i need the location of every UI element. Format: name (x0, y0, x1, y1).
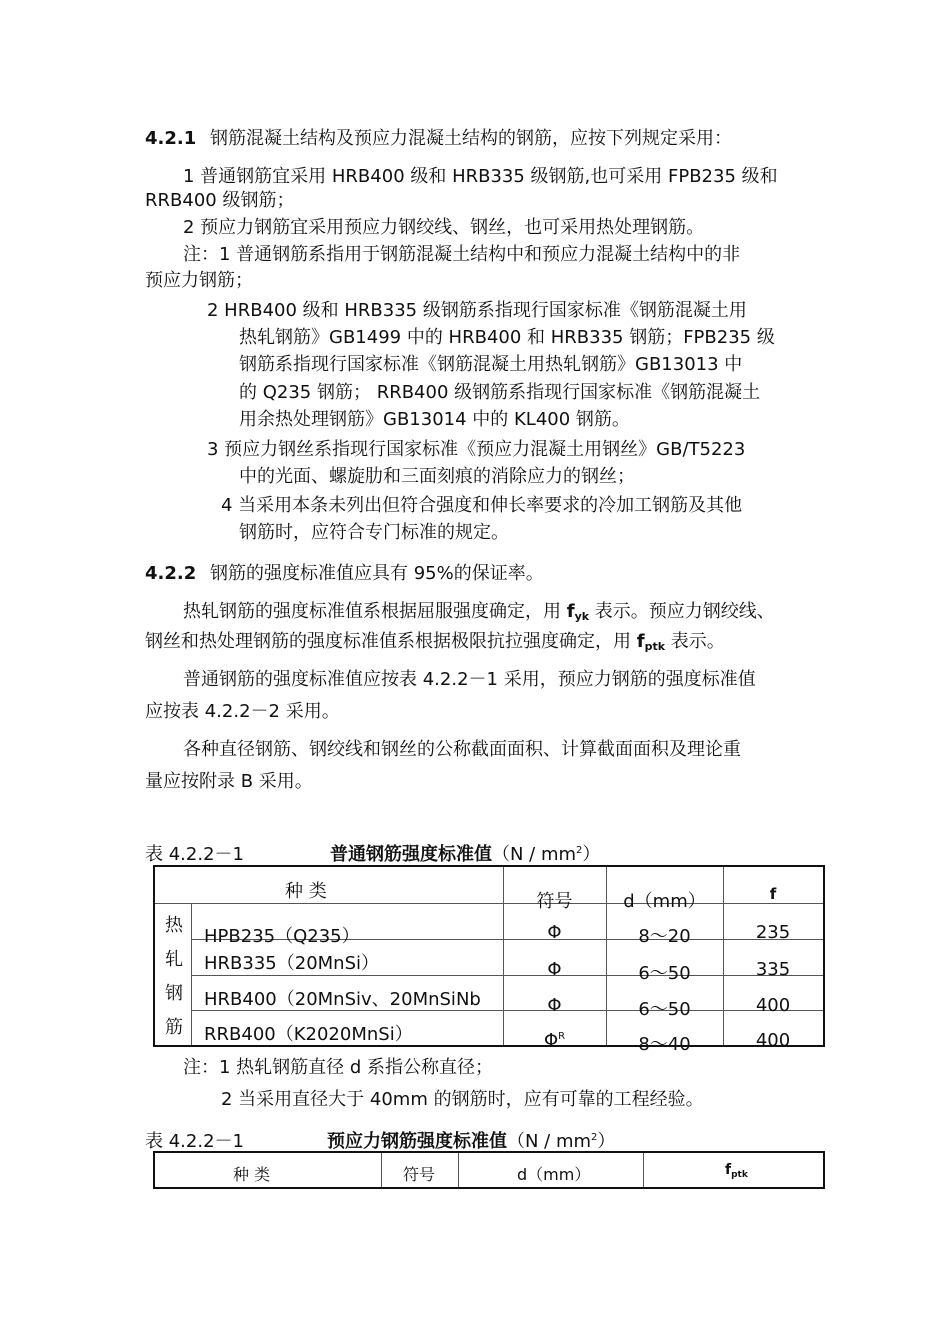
text: 钢丝和热处理钢筋的强度标准值系根据极限抗拉强度确定，用 (145, 631, 637, 652)
group-char: 轧 (165, 949, 183, 970)
row-2-symbol: Φ (547, 959, 562, 980)
header-kind: 种 类 (285, 881, 327, 902)
note-1-line-1: 注：1 普通钢筋系指用于钢筋混凝土结构中和预应力混凝土结构中的非 (183, 244, 741, 265)
row-1-symbol: Φ (547, 922, 562, 943)
table-1-caption (330, 840, 600, 866)
note-3-line-2: 中的光面、螺旋肋和三面刻痕的消除应力的钢丝； (239, 466, 635, 487)
symbol: Φ (543, 1030, 559, 1051)
table-title: 预应力钢筋强度标准值 (327, 1131, 507, 1152)
paragraph-2-line-1: 普通钢筋的强度标准值应按表 4.2.2－1 采用，预应力钢筋的强度标准值 (183, 669, 756, 690)
note-1-line-2: 预应力钢筋； (145, 270, 253, 291)
group-char: 热 (165, 915, 183, 936)
header-f: f (769, 885, 777, 903)
header-d: d（mm） (623, 891, 706, 912)
row-2-name: HRB335（20MnSi） (204, 953, 380, 974)
group-char: 筋 (165, 1017, 183, 1038)
header-symbol: 符号 (536, 891, 573, 912)
row-4-f: 400 (755, 1030, 791, 1051)
section-title: 钢筋的强度标准值应具有 95%的保证率。 (209, 563, 544, 584)
header-kind: 种 类 (233, 1165, 271, 1184)
section-title: 钢筋混凝土结构及预应力混凝土结构的钢筋，应按下列规定采用： (209, 128, 732, 149)
header-symbol: 符号 (403, 1165, 436, 1184)
row-3-symbol: Φ (547, 995, 562, 1016)
row-4-name: RRB400（K2020MnSi） (204, 1024, 413, 1045)
note-2-line-4: 的 Q235 钢筋； RRB400 级钢筋系指现行国家标准《钢筋混凝土 (239, 382, 761, 403)
row-3-name: HRB400（20MnSiv、20MnSiNb (204, 989, 481, 1010)
symbol-f: f (636, 631, 645, 652)
paragraph-1-line-1 (183, 597, 775, 623)
section-4-2-1-heading (145, 124, 732, 150)
paragraph-3-line-2: 量应按附录 B 采用。 (145, 771, 313, 792)
note-2-line-1: 2 HRB400 级和 HRB335 级钢筋系指现行国家标准《钢筋混凝土用 (207, 300, 747, 321)
group-char: 钢 (165, 983, 183, 1004)
table-2-caption (327, 1127, 615, 1153)
item-1-line-2: RRB400 级钢筋； (145, 190, 295, 211)
row-3-f: 400 (755, 995, 791, 1016)
unit-end: ） (582, 844, 601, 865)
row-1-name: HPB235（Q235） (204, 926, 360, 947)
paragraph-1-line-2 (145, 627, 725, 653)
section-number: 4.2.2 (145, 563, 197, 584)
note-3-line-1: 3 预应力钢丝系指现行国家标准《预应力混凝土用钢丝》GB/T5223 (207, 439, 746, 460)
section-number: 4.2.1 (145, 128, 197, 149)
table-1-label: 表 4.2.2－1 (145, 844, 244, 865)
table-2 (153, 1151, 825, 1189)
note-2-line-3: 钢筋系指现行国家标准《钢筋混凝土用热轧钢筋》GB13013 中 (239, 354, 743, 375)
table-1-note-1: 注：1 热轧钢筋直径 d 系指公称直径； (183, 1057, 494, 1078)
note-2-line-5: 用余热处理钢筋》GB13014 中的 KL400 钢筋。 (239, 409, 630, 430)
paragraph-2-line-2: 应按表 4.2.2－2 采用。 (145, 701, 340, 722)
row-2-f: 335 (755, 959, 791, 980)
col-divider (643, 1153, 644, 1187)
col-divider (458, 1153, 459, 1187)
subscript: ptk (731, 1170, 748, 1180)
note-2-line-2: 热轧钢筋》GB1499 中的 HRB400 和 HRB335 钢筋；FPB235 级 (239, 327, 775, 348)
row-3-d: 6～50 (638, 999, 691, 1020)
symbol-f: f (725, 1162, 732, 1178)
note-4-line-1: 4 当采用本条未列出但符合强度和伸长率要求的冷加工钢筋及其他 (221, 495, 743, 516)
unit: （N / mm (507, 1131, 592, 1152)
text: 热轧钢筋的强度标准值系根据屈服强度确定，用 (183, 601, 567, 622)
unit: （N / mm (492, 844, 577, 865)
paragraph-3-line-1: 各种直径钢筋、钢绞线和钢丝的公称截面面积、计算截面面积及理论重 (183, 739, 741, 760)
text: 表示。 (665, 631, 725, 652)
symbol-sup: R (558, 1031, 566, 1042)
row-4-d: 8～40 (638, 1034, 691, 1055)
subscript: yk (574, 610, 590, 623)
table-title: 普通钢筋强度标准值 (330, 844, 492, 865)
unit-sup: 2 (576, 845, 583, 856)
table-1-note-2: 2 当采用直径大于 40mm 的钢筋时，应有可靠的工程经验。 (221, 1089, 704, 1110)
unit-end: ） (597, 1131, 616, 1152)
text: 表示。预应力钢绞线、 (589, 601, 775, 622)
col-divider (381, 1153, 382, 1187)
subscript: ptk (644, 640, 666, 653)
item-2: 2 预应力钢筋宜采用预应力钢绞线、钢丝，也可采用热处理钢筋。 (183, 217, 705, 238)
row-4-symbol (503, 1030, 606, 1051)
table-1 (153, 865, 825, 1055)
row-2-d: 6～50 (638, 963, 691, 984)
unit-sup: 2 (591, 1132, 598, 1143)
header-f (725, 1162, 748, 1180)
section-4-2-2-heading (145, 559, 544, 585)
row-1-d: 8～20 (638, 926, 691, 947)
col-divider (191, 903, 192, 1045)
table-2-label: 表 4.2.2－1 (145, 1131, 244, 1152)
item-1-line-1: 1 普通钢筋宜采用 HRB400 级和 HRB335 级钢筋,也可采用 FPB235 级和 (183, 166, 778, 187)
symbol-f: f (566, 601, 575, 622)
row-1-f: 235 (755, 922, 791, 943)
note-4-line-2: 钢筋时，应符合专门标准的规定。 (239, 522, 509, 543)
header-d: d（mm） (517, 1165, 591, 1184)
